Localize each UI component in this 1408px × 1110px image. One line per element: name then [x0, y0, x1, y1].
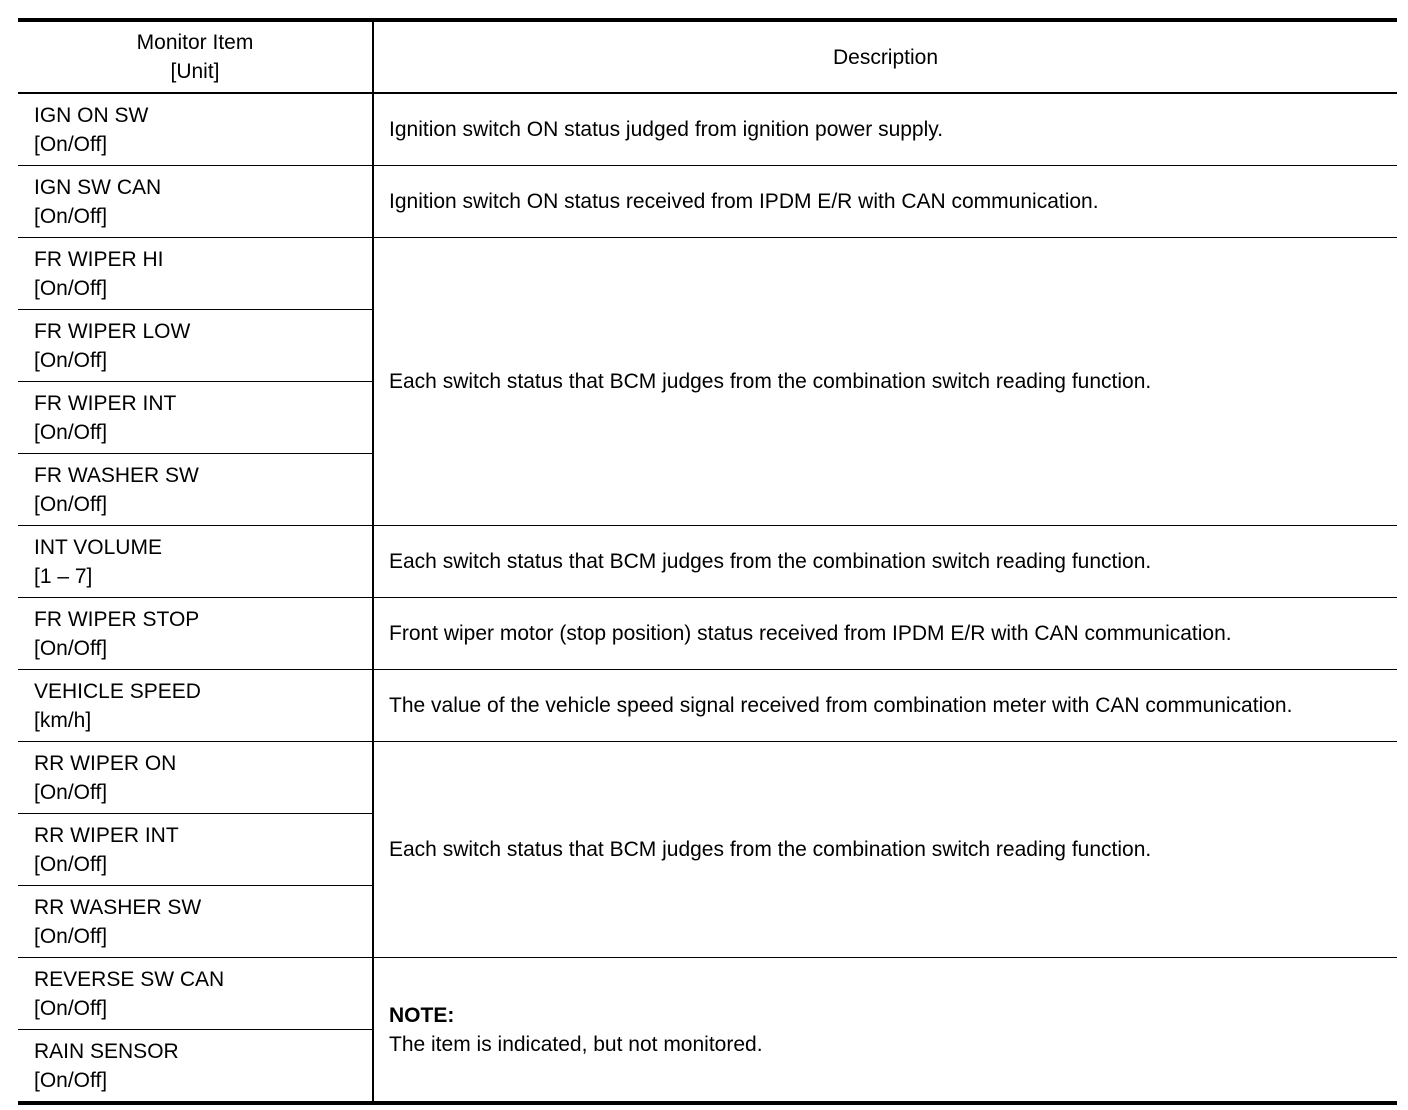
monitor-item-name: REVERSE SW CAN [34, 967, 225, 991]
table-row [18, 166, 1397, 238]
monitor-item-unit: [km/h] [34, 708, 92, 732]
monitor-item-unit: [On/Off] [34, 636, 108, 660]
description-cell: Front wiper motor (stop position) status received from IPDM E/R with CAN communication. [373, 598, 1397, 670]
monitor-item-name: INT VOLUME [34, 535, 162, 559]
monitor-item-unit: [On/Off] [34, 780, 108, 804]
monitor-item-unit: [On/Off] [34, 348, 108, 372]
monitor-item-unit: [On/Off] [34, 492, 108, 516]
monitor-item-unit: [On/Off] [34, 420, 108, 444]
monitor-item-name: FR WIPER LOW [34, 319, 191, 343]
table-row [18, 742, 1397, 814]
description-cell: Each switch status that BCM judges from the combination switch reading function. [373, 238, 1397, 526]
monitor-item-name: FR WASHER SW [34, 463, 199, 487]
monitor-item-cell [18, 310, 373, 382]
monitor-item-unit: [On/Off] [34, 1068, 108, 1092]
monitor-item-cell [18, 382, 373, 454]
column-header-monitor-item [18, 20, 373, 93]
table-header-row [18, 20, 1397, 93]
description-cell: Ignition switch ON status received from IPDM E/R with CAN communication. [373, 166, 1397, 238]
description-cell: Each switch status that BCM judges from the combination switch reading function. [373, 526, 1397, 598]
monitor-item-name: FR WIPER INT [34, 391, 177, 415]
monitor-item-name: RR WASHER SW [34, 895, 202, 919]
monitor-item-cell [18, 670, 373, 742]
header-monitor-item-label: Monitor Item [136, 31, 254, 54]
monitor-item-cell [18, 598, 373, 670]
monitor-item-unit: [On/Off] [34, 852, 108, 876]
monitor-item-table [18, 18, 1397, 1105]
monitor-item-cell [18, 886, 373, 958]
monitor-item-cell [18, 238, 373, 310]
monitor-item-name: IGN SW CAN [34, 175, 162, 199]
monitor-item-cell [18, 958, 373, 1030]
monitor-item-unit: [On/Off] [34, 204, 108, 228]
table-row [18, 958, 1397, 1030]
monitor-item-cell [18, 742, 373, 814]
table-row [18, 526, 1397, 598]
monitor-item-unit: [On/Off] [34, 276, 108, 300]
monitor-item-unit: [On/Off] [34, 924, 108, 948]
column-header-description: Description [373, 20, 1397, 93]
table-row [18, 598, 1397, 670]
monitor-item-cell [18, 814, 373, 886]
monitor-item-unit: [1 – 7] [34, 564, 93, 588]
header-unit-label: [Unit] [170, 60, 220, 83]
note-label: NOTE: [389, 1003, 455, 1027]
description-cell: Ignition switch ON status judged from ignition power supply. [373, 93, 1397, 166]
table-row [18, 93, 1397, 166]
table-row [18, 238, 1397, 310]
monitor-item-name: RAIN SENSOR [34, 1039, 179, 1063]
monitor-item-cell [18, 1030, 373, 1104]
monitor-item-name: FR WIPER STOP [34, 607, 200, 631]
monitor-item-cell [18, 166, 373, 238]
monitor-item-name: IGN ON SW [34, 103, 149, 127]
monitor-item-name: VEHICLE SPEED [34, 679, 201, 703]
monitor-item-cell [18, 93, 373, 166]
monitor-item-name: RR WIPER INT [34, 823, 179, 847]
description-cell: The value of the vehicle speed signal received from combination meter with CAN communication. [373, 670, 1397, 742]
note-text: The item is indicated, but not monitored. [389, 1032, 763, 1056]
monitor-item-cell [18, 526, 373, 598]
monitor-item-cell [18, 454, 373, 526]
monitor-item-name: FR WIPER HI [34, 247, 164, 271]
description-cell: Each switch status that BCM judges from the combination switch reading function. [373, 742, 1397, 958]
monitor-item-name: RR WIPER ON [34, 751, 177, 775]
note-cell [373, 958, 1397, 1104]
table-row [18, 670, 1397, 742]
monitor-item-unit: [On/Off] [34, 996, 108, 1020]
monitor-item-unit: [On/Off] [34, 132, 108, 156]
